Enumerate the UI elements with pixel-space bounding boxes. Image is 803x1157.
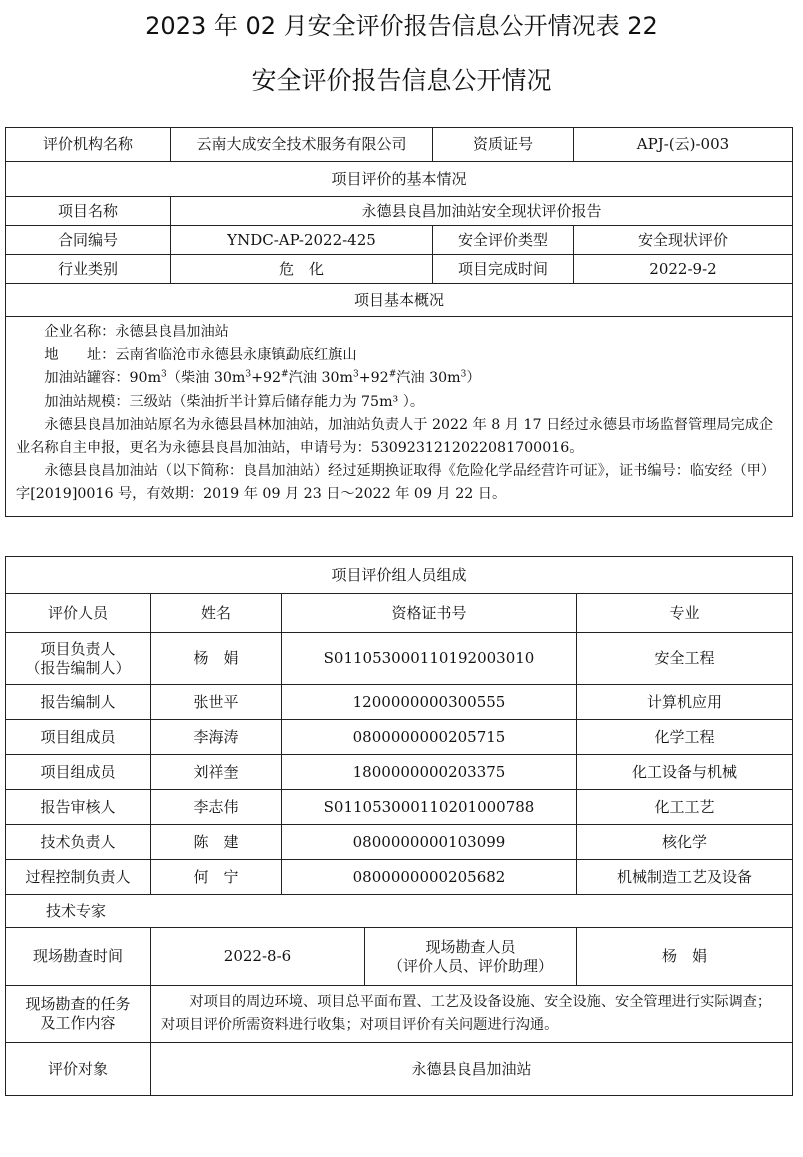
survey-task-label: 现场勘查的任务 及工作内容	[6, 986, 151, 1043]
info-table-lower	[5, 556, 793, 1096]
member-major: 机械制造工艺及设备	[577, 860, 793, 895]
member-cert: 1200000000300555	[282, 685, 577, 720]
survey-staff-label: 现场勘查人员 （评价人员、评价助理）	[365, 928, 577, 986]
completion-value: 2022-9-2	[574, 255, 793, 284]
member-major: 计算机应用	[577, 685, 793, 720]
member-cert: 0800000000205715	[282, 720, 577, 755]
member-major: 安全工程	[577, 633, 793, 685]
overview-license-paragraph: 永德县良昌加油站（以下简称：良昌加油站）经过延期换证取得《危险化学品经营许可证》，证书编号：临安经（甲）字[2019]0016 号，有效期：2019 年 09 月 23 日～2022 年 09 月 22 日。	[16, 463, 776, 503]
cert-value: APJ-(云)-003	[574, 128, 793, 162]
completion-label: 项目完成时间	[433, 255, 574, 284]
member-major: 核化学	[577, 825, 793, 860]
member-cert: 1800000000203375	[282, 755, 577, 790]
document-subtitle: 安全评价报告信息公开情况	[251, 66, 552, 95]
member-role: 报告编制人	[6, 685, 151, 720]
project-name-value: 永德县良昌加油站安全现状评价报告	[171, 197, 793, 226]
contract-value: YNDC-AP-2022-425	[171, 226, 433, 255]
overview-company: 企业名称：永德县良昌加油站	[44, 324, 229, 340]
overview-address: 地 址：云南省临沧市永德县永康镇勐底红旗山	[44, 347, 357, 364]
member-cert: 0800000000205682	[282, 860, 577, 895]
team-row	[6, 755, 793, 790]
industry-label: 行业类别	[6, 255, 171, 284]
team-row	[6, 825, 793, 860]
member-role: 报告审核人	[6, 790, 151, 825]
team-header: 项目评价组人员组成	[6, 557, 793, 594]
member-name: 杨 娟	[151, 633, 282, 685]
overview-scale: 加油站规模：三级站（柴油折半计算后储存能力为 75m³ ）。	[44, 393, 425, 410]
col-header-cert: 资格证书号	[282, 594, 577, 633]
document-title: 2023 年 02 月安全评价报告信息公开情况表 22	[145, 12, 658, 40]
col-header-major: 专业	[577, 594, 793, 633]
overview-body	[6, 317, 793, 517]
info-table-upper	[5, 127, 793, 517]
eval-type-label: 安全评价类型	[433, 226, 574, 255]
team-row	[6, 685, 793, 720]
member-cert: S011053000110192003010	[282, 633, 577, 685]
member-cert: S011053000110201000788	[282, 790, 577, 825]
member-role: 项目组成员	[6, 755, 151, 790]
member-name: 李海涛	[151, 720, 282, 755]
member-cert: 0800000000103099	[282, 825, 577, 860]
contract-label: 合同编号	[6, 226, 171, 255]
member-name: 张世平	[151, 685, 282, 720]
member-major: 化工设备与机械	[577, 755, 793, 790]
col-header-role: 评价人员	[6, 594, 151, 633]
survey-task-value: 对项目的周边环境、项目总平面布置、工艺及设备设施、安全设施、安全管理进行实际调查；对项目评价所需资料进行收集；对项目评价有关问题进行沟通。	[151, 986, 793, 1043]
overview-rename-paragraph: 永德县良昌加油站原名为永德县昌林加油站，加油站负责人于 2022 年 8 月 17 日经过永德县市场监督管理局完成企业名称自主申报，更名为永德县良昌加油站，申请号为：530923121202208170001​6。	[16, 416, 774, 457]
member-name: 何 宁	[151, 860, 282, 895]
team-row	[6, 633, 793, 685]
survey-time-label: 现场勘查时间	[6, 928, 151, 986]
eval-type-value: 安全现状评价	[574, 226, 793, 255]
tech-expert-label: 技术专家	[6, 895, 793, 928]
basic-info-header: 项目评价的基本情况	[6, 162, 793, 197]
member-name: 刘祥奎	[151, 755, 282, 790]
member-role: 技术负责人	[6, 825, 151, 860]
col-header-name: 姓名	[151, 594, 282, 633]
cert-label: 资质证号	[433, 128, 574, 162]
team-row	[6, 720, 793, 755]
org-label: 评价机构名称	[6, 128, 171, 162]
project-name-label: 项目名称	[6, 197, 171, 226]
overview-header: 项目基本概况	[6, 284, 793, 317]
survey-staff-value: 杨 娟	[577, 928, 793, 986]
member-major: 化工工艺	[577, 790, 793, 825]
overview-tank-capacity: 加油站罐容：$90m^3$（柴油 $30m^3+92^{\#}$汽油 $30m^3+92^{\#}$汽油 $30m^3$）	[44, 369, 481, 387]
org-value: 云南大成安全技术服务有限公司	[171, 128, 433, 162]
industry-value: 危 化	[171, 255, 433, 284]
member-name: 李志伟	[151, 790, 282, 825]
team-row	[6, 860, 793, 895]
team-row	[6, 790, 793, 825]
member-role: 过程控制负责人	[6, 860, 151, 895]
member-major: 化学工程	[577, 720, 793, 755]
member-role: 项目组成员	[6, 720, 151, 755]
eval-target-label: 评价对象	[6, 1043, 151, 1096]
survey-time-value: 2022-8-6	[151, 928, 365, 986]
eval-target-value: 永德县良昌加油站	[151, 1043, 793, 1096]
member-role: 项目负责人 （报告编制人）	[6, 633, 151, 685]
member-name: 陈 建	[151, 825, 282, 860]
